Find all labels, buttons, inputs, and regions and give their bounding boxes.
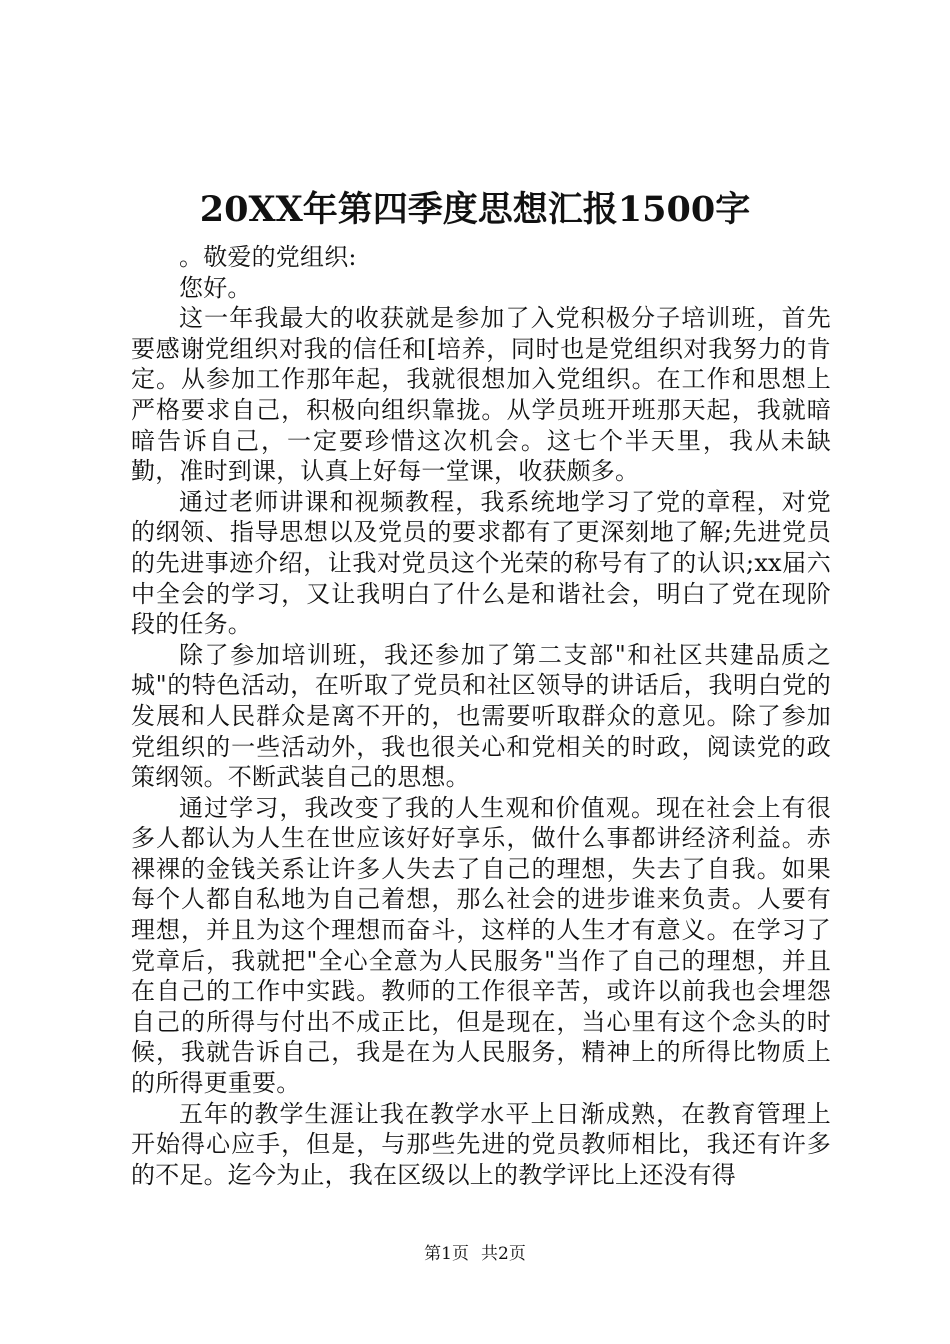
body-paragraph: 五年的教学生涯让我在教学水平上日渐成熟，在教育管理上开始得心应手，但是，与那些先进的党员教师相比，我还有许多的不足。迄今为止，我在区级以上的教学评比上还没有得 [131, 1099, 831, 1189]
document-title: 20XX年第四季度思想汇报1500字 [199, 189, 751, 230]
body-paragraph: 通过学习，我改变了我的人生观和价值观。现在社会上有很多人都认为人生在世应该好好享乐，做什么事都讲经济利益。赤裸裸的金钱关系让许多人失去了自己的理想，失去了自我。如果每个人都自私地为自己着想，那么社会的进步谁来负责。人要有理想，并且为这个理想而奋斗，这样的人生才有意义。在学习了党章后，我就把"全心全意为人民服务"当作了自己的理想，并且在自己的工作中实践。教师的工作很辛苦，或许以前我也会埋怨自己的所得与付出不成正比，但是现在，当心里有这个念头的时候，我就告诉自己，我是在为人民服务，精神上的所得比物质上的所得更重要。 [131, 793, 831, 1098]
greeting-line: 。敬爱的党组织: [179, 243, 357, 271]
salutation-line: 您好。 [179, 273, 252, 302]
document-body [131, 242, 831, 1190]
body-paragraph: 这一年我最大的收获就是参加了入党积极分子培训班，首先要感谢党组织对我的信任和[培养，同时也是党组织对我努力的肯定。从参加工作那年起，我就很想加入党组织。在工作和思想上严格要求自己，积极向组织靠拢。从学员班开班那天起，我就暗暗告诉自己，一定要珍惜这次机会。这七个半天里，我从未缺勤，准时到课，认真上好每一堂课，收获颇多。 [131, 304, 831, 486]
body-paragraph: 除了参加培训班，我还参加了第二支部"和社区共建品质之城"的特色活动，在听取了党员和社区领导的讲话后，我明白党的发展和人民群众是离不开的，也需要听取群众的意见。除了参加党组织的一些活动外，我也很关心和党相关的时政，阅读党的政策纲领。不断武装自己的思想。 [131, 640, 831, 792]
page-number: 第1页 [424, 1244, 469, 1264]
page-total: 共2页 [481, 1244, 526, 1264]
page-footer [0, 1242, 950, 1266]
body-paragraph: 通过老师讲课和视频教程，我系统地学习了党的章程，对党的纲领、指导思想以及党员的要求都有了更深刻地了解;先进党员的先进事迹介绍，让我对党员这个光荣的称号有了的认识;xx届六中全会的学习，又让我明白了什么是和谐社会，明白了党在现阶段的任务。 [131, 487, 831, 639]
